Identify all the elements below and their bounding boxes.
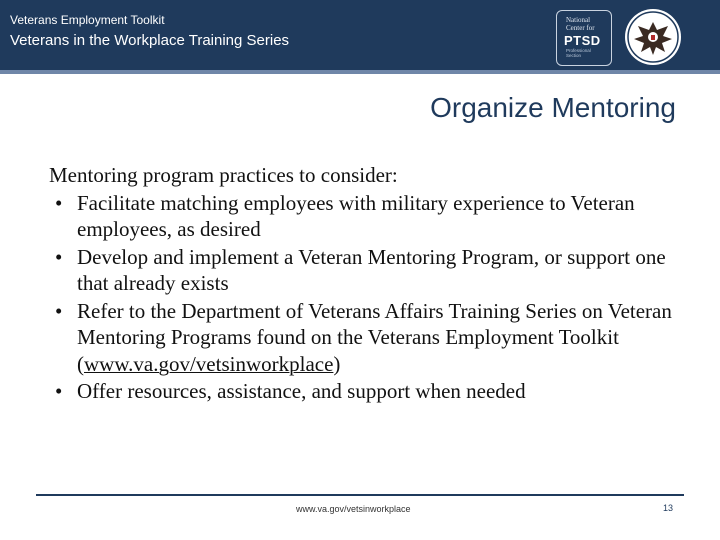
ptsd-logo-line1: National Center for (566, 16, 595, 32)
bullet-dot: • (55, 244, 63, 269)
list-item (49, 298, 689, 378)
series-title: Veterans in the Workplace Training Series (10, 32, 290, 49)
va-seal-icon (624, 8, 682, 66)
list-item-text: Facilitate matching employees with military experience to Veteran employees, as desired (77, 190, 635, 241)
list-item (49, 190, 689, 243)
slide-title: Organize Mentoring (430, 92, 676, 123)
slide-body (49, 162, 689, 406)
header-accent-bar (0, 70, 720, 74)
bullet-dot: • (55, 190, 63, 215)
list-item-text: Develop and implement a Veteran Mentoring Program, or support one that already exists (77, 244, 666, 295)
bullet-dot: • (55, 379, 63, 403)
list-item-text: ) (333, 351, 341, 376)
intro-text: Mentoring program practices to consider: (49, 163, 398, 187)
ptsd-logo-word: PTSD (564, 33, 601, 48)
toolkit-link[interactable]: www.va.gov/vetsinworkplace (84, 351, 334, 376)
list-item-text: Refer to the Department of Veterans Affairs Training Series on Veteran Mentoring Programs found on the Veterans Employment Toolkit ( (77, 298, 672, 376)
practice-list (49, 190, 689, 405)
bullet-dot: • (55, 298, 63, 323)
list-item (49, 244, 689, 297)
toolkit-title: Veterans Employment Toolkit (10, 13, 165, 27)
list-item (49, 378, 689, 405)
footer-url: www.va.gov/vetsinworkplace (296, 504, 411, 514)
page-number: 13 (662, 503, 673, 513)
list-item-text: Offer resources, assistance, and support when needed (77, 379, 526, 403)
footer-divider (36, 494, 684, 496)
ptsd-logo-tiny: Professional Section (566, 48, 591, 58)
